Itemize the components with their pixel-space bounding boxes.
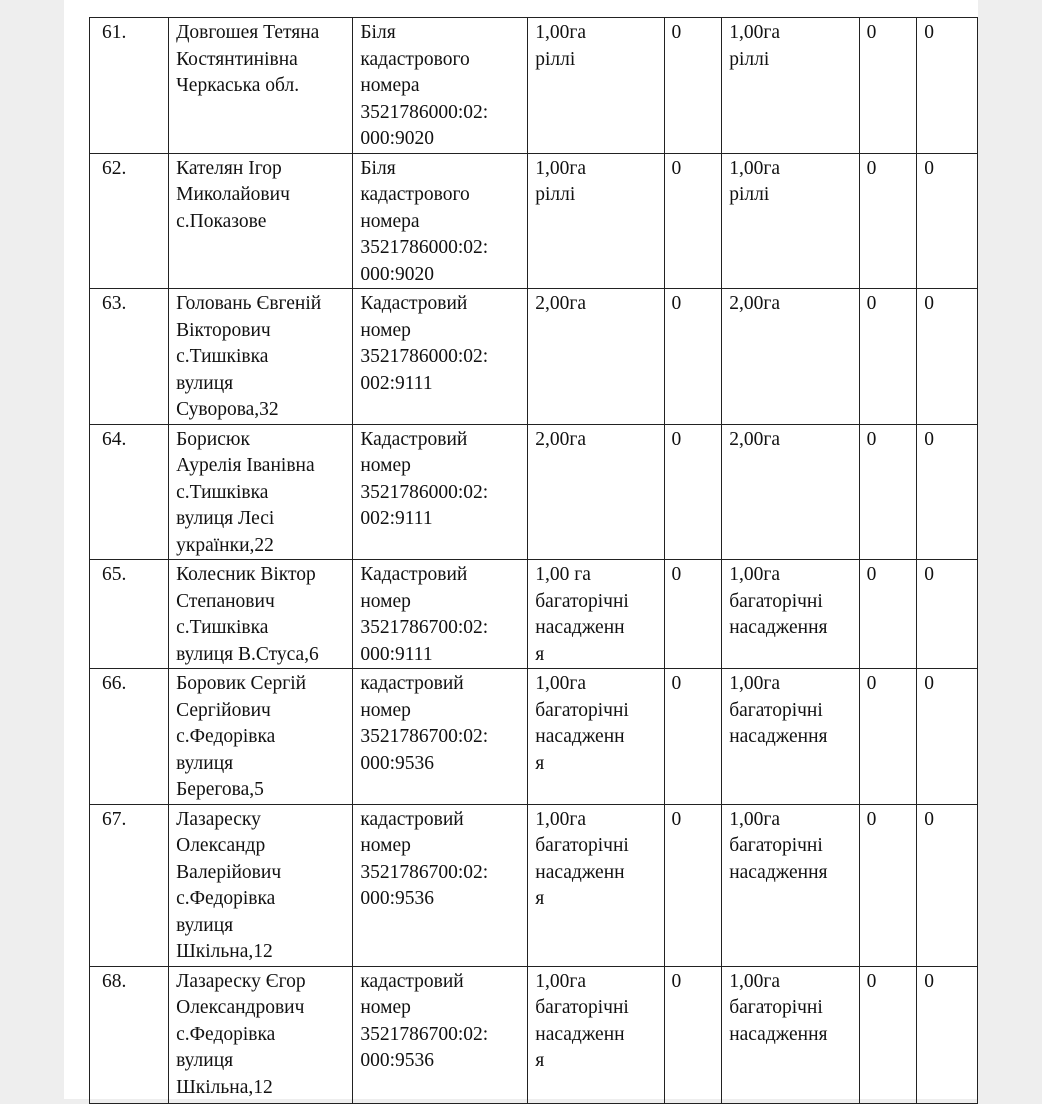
table-row [90,560,978,669]
area-cell: 2,00га [528,424,664,560]
cadastral-number-cell: Біля кадастрового номера 3521786000:02: 000:9020 [353,18,528,154]
table-row [90,804,978,966]
value-cell: 0 [917,424,978,560]
document-page [64,0,978,1099]
owner-name-cell: Головань Євгеній Вікторович с.Тишківка вулиця Суворова,32 [169,289,353,425]
cadastral-number-cell: Біля кадастрового номера 3521786000:02: 000:9020 [353,153,528,289]
table-row [90,289,978,425]
cadastral-number-cell: Кадастровий номер 3521786000:02: 002:9111 [353,289,528,425]
row-number-cell: 68. [90,966,169,1103]
value-cell: 0 [917,560,978,669]
area-cell: 1,00га багаторічні насадженн я [528,966,664,1103]
total-area-cell: 1,00га багаторічні насадження [722,804,859,966]
value-cell: 0 [664,18,722,154]
total-area-cell: 1,00га ріллі [722,18,859,154]
cadastral-number-cell: кадастровий номер 3521786700:02: 000:9536 [353,804,528,966]
value-cell: 0 [859,966,917,1103]
value-cell: 0 [859,18,917,154]
table-row [90,966,978,1103]
owner-name-cell: Кателян Ігор Миколайович с.Показове [169,153,353,289]
value-cell: 0 [859,560,917,669]
value-cell: 0 [859,289,917,425]
total-area-cell: 1,00га ріллі [722,153,859,289]
cadastral-number-cell: кадастровий номер 3521786700:02: 000:9536 [353,966,528,1103]
total-area-cell: 2,00га [722,289,859,425]
area-cell: 1,00га ріллі [528,18,664,154]
total-area-cell: 2,00га [722,424,859,560]
value-cell: 0 [859,669,917,805]
value-cell: 0 [917,289,978,425]
table-row [90,153,978,289]
owner-name-cell: Лазареску Олександр Валерійович с.Федорівка вулиця Шкільна,12 [169,804,353,966]
row-number-cell: 67. [90,804,169,966]
table-row [90,669,978,805]
cadastral-number-cell: Кадастровий номер 3521786700:02: 000:9111 [353,560,528,669]
row-number-cell: 64. [90,424,169,560]
value-cell: 0 [664,424,722,560]
value-cell: 0 [859,424,917,560]
area-cell: 1,00га ріллі [528,153,664,289]
value-cell: 0 [664,804,722,966]
owner-name-cell: Борисюк Аурелія Іванівна с.Тишківка вулиця Лесі українки,22 [169,424,353,560]
land-allocation-table [89,17,978,1104]
table-row [90,424,978,560]
value-cell: 0 [917,18,978,154]
owner-name-cell: Боровик Сергій Сергійович с.Федорівка вулиця Берегова,5 [169,669,353,805]
value-cell: 0 [664,153,722,289]
value-cell: 0 [664,560,722,669]
area-cell: 2,00га [528,289,664,425]
total-area-cell: 1,00га багаторічні насадження [722,669,859,805]
owner-name-cell: Лазареску Єгор Олександрович с.Федорівка вулиця Шкільна,12 [169,966,353,1103]
area-cell: 1,00 га багаторічні насадженн я [528,560,664,669]
value-cell: 0 [917,153,978,289]
value-cell: 0 [859,153,917,289]
row-number-cell: 66. [90,669,169,805]
owner-name-cell: Колесник Віктор Степанович с.Тишківка вулиця В.Стуса,6 [169,560,353,669]
row-number-cell: 61. [90,18,169,154]
cadastral-number-cell: Кадастровий номер 3521786000:02: 002:9111 [353,424,528,560]
total-area-cell: 1,00га багаторічні насадження [722,966,859,1103]
value-cell: 0 [664,966,722,1103]
row-number-cell: 62. [90,153,169,289]
value-cell: 0 [917,804,978,966]
cadastral-number-cell: кадастровий номер 3521786700:02: 000:9536 [353,669,528,805]
value-cell: 0 [664,669,722,805]
total-area-cell: 1,00га багаторічні насадження [722,560,859,669]
value-cell: 0 [917,669,978,805]
area-cell: 1,00га багаторічні насадженн я [528,804,664,966]
table-row [90,18,978,154]
value-cell: 0 [859,804,917,966]
row-number-cell: 65. [90,560,169,669]
owner-name-cell: Довгошея Тетяна Костянтинівна Черкаська обл. [169,18,353,154]
value-cell: 0 [664,289,722,425]
area-cell: 1,00га багаторічні насадженн я [528,669,664,805]
value-cell: 0 [917,966,978,1103]
row-number-cell: 63. [90,289,169,425]
